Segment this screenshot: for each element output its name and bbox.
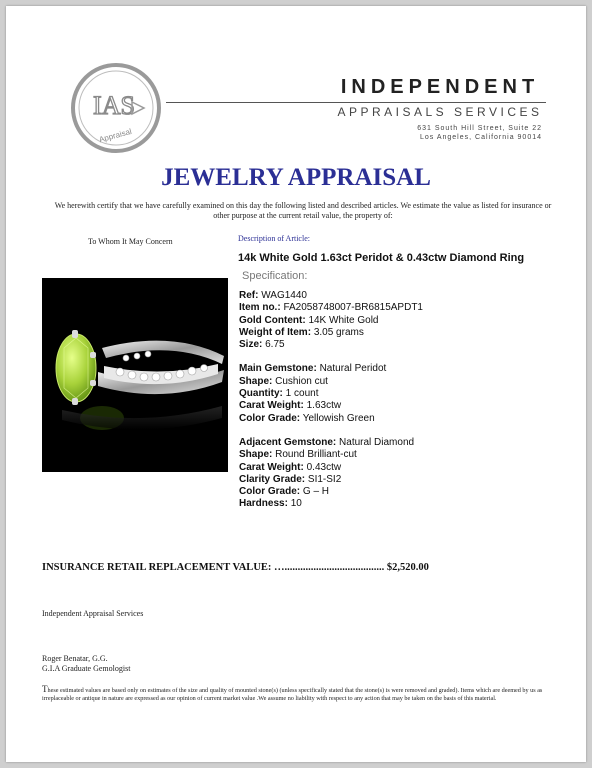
signer-company: Independent Appraisal Services: [42, 609, 144, 618]
specification-label: Specification:: [242, 270, 308, 282]
document-title: JEWELRY APPRAISAL: [161, 164, 431, 191]
ring-illustration: [42, 278, 228, 472]
ring-photo: [42, 278, 228, 472]
spec-row-weight: Weight of Item: 3.05 grams: [239, 326, 364, 338]
insurance-label: INSURANCE RETAIL REPLACEMENT VALUE: …......................................: [42, 562, 385, 573]
spec-row-adjacent-gemstone: Adjacent Gemstone: Natural Diamond: [239, 436, 415, 448]
recipient: To Whom It May Concern: [88, 237, 173, 246]
spec-row-size: Size: 6.75: [239, 339, 285, 351]
header-divider: [166, 102, 546, 103]
spec-gap: [239, 425, 569, 437]
disclaimer: [42, 685, 552, 704]
item-title: 14k White Gold 1.63ct Peridot & 0.43ctw Diamond Ring: [238, 252, 525, 264]
spec-gap: [239, 351, 569, 363]
spec-row-adj-shape: Shape: Round Brilliant-cut: [239, 449, 357, 461]
spec-row-color-grade: Color Grade: Yellowish Green: [239, 412, 375, 424]
spec-row-item-no: Item no.: FA2058748007-BR6815APDT1: [239, 302, 423, 314]
spec-row-carat-weight: Carat Weight: 1.63ctw: [239, 400, 342, 412]
logo-text: IAS: [93, 91, 135, 120]
signer-block: [42, 654, 130, 674]
appraisal-document: [6, 6, 586, 762]
spec-row-adj-carat-weight: Carat Weight: 0.43ctw: [239, 461, 342, 473]
signer-name: Roger Benatar, G.G.: [42, 654, 108, 663]
spec-row-main-gemstone: Main Gemstone: Natural Peridot: [239, 363, 387, 375]
company-name: INDEPENDENT: [340, 76, 540, 98]
spec-row-ref: Ref: WAG1440: [239, 290, 307, 301]
disclaimer-text: hese estimated values are based only on estimates of the size and quality of mounted stone(s) (unless specifically stated that the stone(s) is were removed and graded). Items which are deemed by us as irreplaceable or antique in nature are expressed as our opinion of current market value .We assume no liability with respect to any action that may be taken on the basis of this material.: [42, 687, 543, 703]
address-line-2: Los Angeles, California 90014: [419, 134, 542, 141]
insurance-amount: $2,520.00: [386, 562, 429, 573]
spec-row-quantity: Quantity: 1 count: [239, 388, 319, 400]
signer-credential: G.I.A Graduate Gemologist: [42, 664, 131, 673]
spec-row-hardness: Hardness: 10: [239, 498, 302, 510]
spec-row-shape: Shape: Cushion cut: [239, 375, 328, 387]
company-address: [336, 124, 542, 142]
address-line-1: 631 South Hill Street, Suite 22: [417, 125, 542, 132]
logo-subtext: Appraisal: [98, 126, 133, 145]
certification-text: We herewith certify that we have carefully examined on this day the following listed and described articles. We estimate the value as listed for insurance or other purpose at the current retail value, the property of:: [54, 201, 552, 220]
insurance-value: [42, 562, 429, 573]
specifications: [239, 290, 569, 511]
spec-row-adj-color-grade: Color Grade: G – H: [239, 486, 330, 498]
description-label: Description of Article:: [238, 234, 310, 243]
spec-row-gold-content: Gold Content: 14K White Gold: [239, 314, 379, 326]
ias-logo: [70, 62, 162, 154]
company-subtitle: APPRAISALS SERVICES: [337, 105, 543, 119]
spec-row-clarity-grade: Clarity Grade: SI1-SI2: [239, 473, 342, 485]
disclaimer-initial: T: [42, 684, 48, 694]
